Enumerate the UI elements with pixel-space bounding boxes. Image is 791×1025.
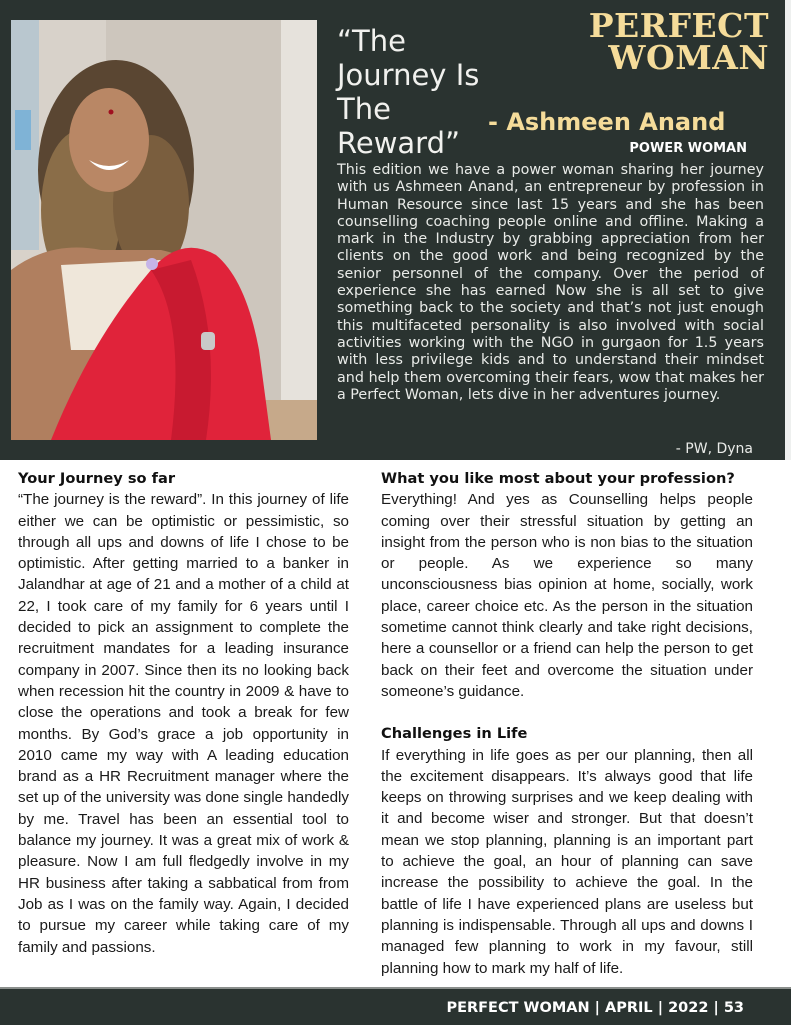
section-body: If everything in life goes as per our planning, then all the excitement disappears. It’s always good that life keeps on throwing surprises and we keep dealing with it and become wiser and stronger. But that doesn’t mean we stop planning, planning is an important part to achieve the goal, an hour of planning can save increase the possibility to achieve the goal. In the battle of life I have experienced plans are useless but planning is indispensable. Through all ups and downs I managed few planning to work in my favour, still planning how to mark my half of life. bbox=[381, 746, 753, 977]
portrait-photo bbox=[11, 20, 317, 440]
article-column-left bbox=[18, 468, 349, 958]
page-edge bbox=[785, 0, 791, 460]
logo-line-1: PERFECT bbox=[588, 6, 769, 45]
logo-line-2: WOMAN bbox=[608, 38, 769, 77]
featured-person-role: POWER WOMAN bbox=[629, 141, 747, 156]
magazine-logo bbox=[588, 6, 769, 77]
page-footer bbox=[0, 987, 791, 1025]
section-body: Everything! And yes as Counselling helps people coming over their stressful situation by getting an insight from the person who is non bias to the situation or people. As we experience so many unconsciousness bias opinion at home, socially, work place, career choice etc. As the person in the situation sometime cannot think clearly and take right decisions, here a counsellor or a friend can help the person to get back on their feet and overcome the situation under someone’s guidance. bbox=[381, 491, 753, 700]
intro-paragraph: This edition we have a power woman sharing her journey with us Ashmeen Anand, an entrepreneur by profession in Human Resource since last 15 years and she has been counselling coaching people online and offline. Making a mark in the Industry by grabbing appreciation from her clients on the good work and being recognized by the senior personnel of the company. Over the period of experience she has earned Now she is all set to give something back to the society and that’s not just enough this multifaceted personality is also involved with social activities working with the NGO in gurgaon for 1.5 years with less privilege kids and to understand their mindset and help them overcoming their fears, wow that makes her a Perfect Woman, lets dive in her adventures journey. bbox=[337, 162, 764, 403]
portrait-illustration bbox=[11, 20, 317, 440]
pull-quote-line: Reward” bbox=[337, 126, 461, 160]
footer-issue-info: PERFECT WOMAN | APRIL | 2022 | 53 bbox=[446, 1000, 744, 1016]
section-heading: What you like most about your profession? bbox=[381, 470, 735, 487]
pull-quote-line: The bbox=[337, 92, 391, 126]
section-spacer bbox=[381, 702, 753, 723]
section-heading: Your Journey so far bbox=[18, 470, 176, 487]
article-column-right bbox=[381, 468, 753, 979]
author-byline: - PW, Dyna bbox=[675, 441, 753, 457]
pull-quote-line: Journey Is bbox=[337, 58, 480, 92]
featured-person-name: - Ashmeen Anand bbox=[488, 108, 726, 136]
header-banner bbox=[0, 0, 785, 460]
pull-quote-line: “The bbox=[337, 24, 406, 58]
section-heading: Challenges in Life bbox=[381, 725, 528, 743]
section-body: “The journey is the reward”. In this journey of life either we can be optimistic or pessimistic, so through all ups and downs of life I chose to be optimistic. After getting married to a banker in Jalandhar at age of 21 and a mother of a child at 22, I took care of my family for 6 years until I decided to pick an assignment to complete the recruitment mandates for a leading insurance company in 2007. Since then its no looking back when recession hit the country in 2009 & have to close the operations and took a break for few months. By God’s grace a job opportunity in 2010 came my way with A leading education brand as a HR Recruitment manager where the set up of the university was done single handedly by me. Travel has been an essential tool to balance my journey. It was a great mix of work & pleasure. Now I am full fledgedly involve in my HR business after taking a sabbatical from from Job as I was on the family way. Again, I decided to pursue my career while taking care of my family and passions. bbox=[18, 491, 349, 956]
pull-quote bbox=[337, 24, 479, 160]
